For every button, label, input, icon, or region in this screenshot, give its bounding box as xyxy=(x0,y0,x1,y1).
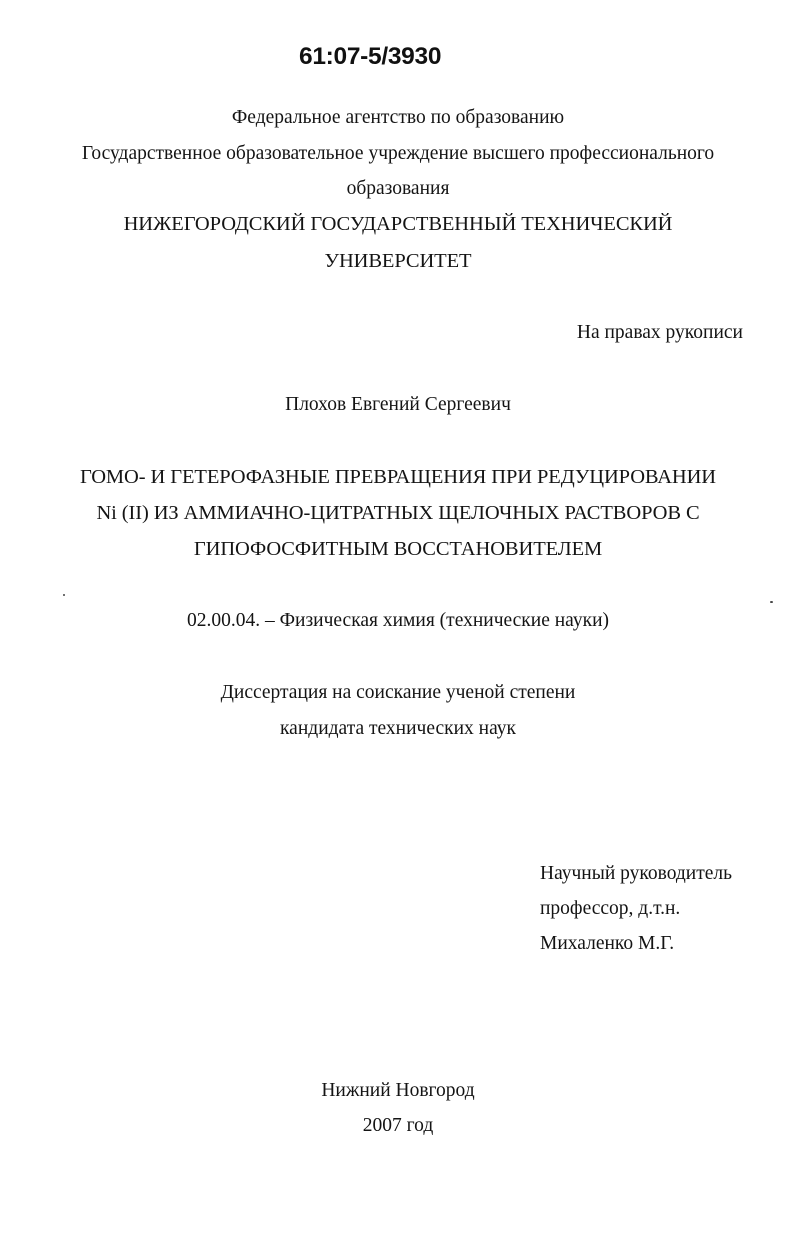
supervisor-rank: профессор, д.т.н. xyxy=(540,898,681,919)
agency-name: Федеральное агентство по образованию xyxy=(231,107,565,128)
year-label: 2007 год xyxy=(362,1115,434,1136)
catalog-number: 61:07-5/3930 xyxy=(299,43,442,70)
supervisor-role: Научный руководитель xyxy=(540,863,733,884)
specialty-code: 02.00.04. – Физическая химия (технические науки) xyxy=(186,610,610,631)
institution-type-line-2: образования xyxy=(346,178,450,199)
degree-line-2: кандидата технических наук xyxy=(280,718,516,739)
scan-speck xyxy=(63,594,65,596)
supervisor-name: Михаленко М.Г. xyxy=(540,933,675,954)
university-name-line-1: НИЖЕГОРОДСКИЙ ГОСУДАРСТВЕННЫЙ ТЕХНИЧЕСКИЙ xyxy=(123,213,673,235)
university-name-line-2: УНИВЕРСИТЕТ xyxy=(324,250,472,272)
scan-speck xyxy=(770,601,773,603)
title-line-3: ГИПОФОСФИТНЫМ ВОССТАНОВИТЕЛЕМ xyxy=(193,538,603,560)
author-name: Плохов Евгений Сергеевич xyxy=(285,394,511,415)
degree-line-1: Диссертация на соискание ученой степени xyxy=(220,682,576,703)
manuscript-rights-note: На правах рукописи xyxy=(576,322,743,343)
institution-type-line-1: Государственное образовательное учреждение высшего профессионального xyxy=(81,143,715,164)
title-line-1: ГОМО- И ГЕТЕРОФАЗНЫЕ ПРЕВРАЩЕНИЯ ПРИ РЕДУЦИРОВАНИИ xyxy=(79,466,717,488)
city-name: Нижний Новгород xyxy=(321,1080,475,1101)
title-line-2: Ni (II) ИЗ АММИАЧНО-ЦИТРАТНЫХ ЩЕЛОЧНЫХ РАСТВОРОВ С xyxy=(96,502,700,524)
supervisor-block xyxy=(540,862,732,967)
